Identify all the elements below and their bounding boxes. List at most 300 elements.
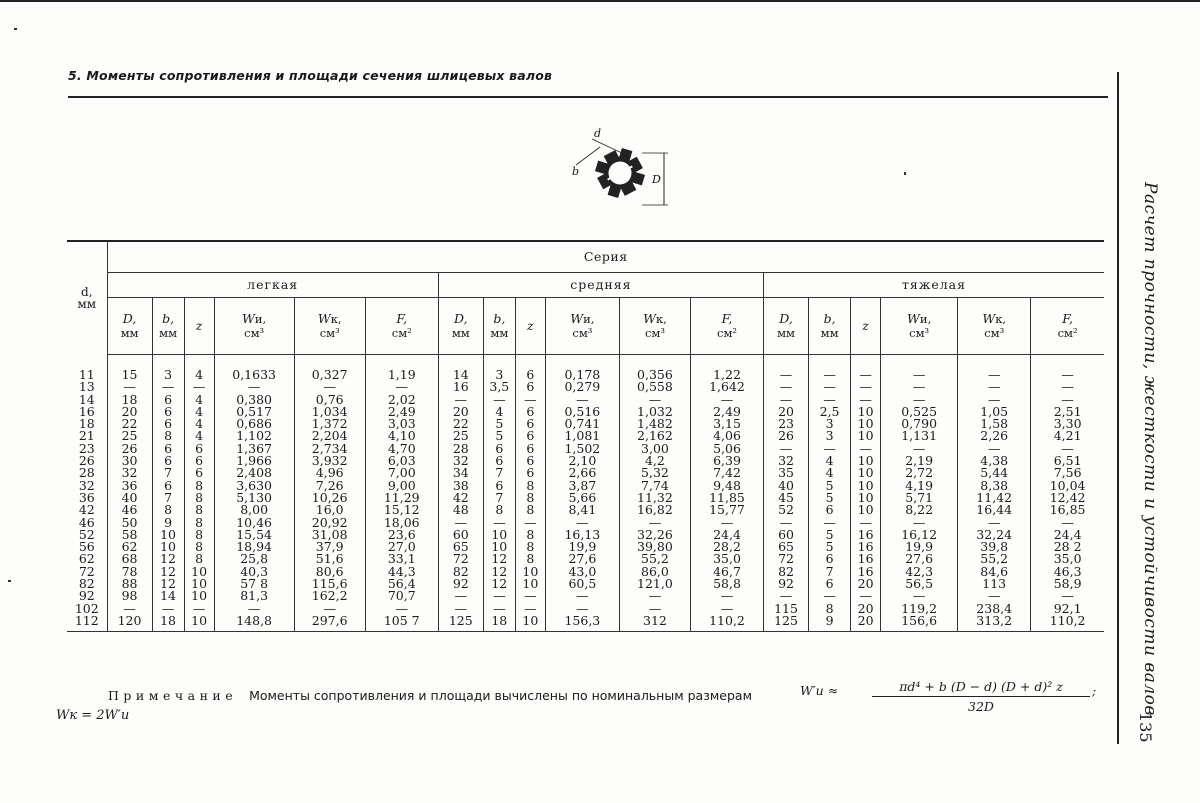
cell-light-b-width: 6 (152, 394, 184, 406)
cell-light-d-outer: 58 (107, 529, 152, 541)
cell-heavy-b-width: — (809, 443, 851, 455)
col-header-d-outer: D, мм (107, 298, 152, 355)
cell-heavy-w-torsion: 32,24 (958, 529, 1031, 541)
cell-medium-w-bending: 2,66 (545, 467, 619, 479)
group-light: легкая (107, 273, 438, 298)
cell-heavy-b-width: 3 (809, 418, 851, 430)
cell-medium-z-count: 6 (515, 443, 545, 455)
cell-heavy-z-count: 16 (851, 553, 881, 565)
cell-medium-z-count: 8 (515, 480, 545, 492)
formula-lhs: W′и ≈ (800, 683, 839, 698)
table-row (67, 615, 1104, 627)
cell-light-b-width: 10 (152, 541, 184, 553)
cell-light-b-width: 9 (152, 517, 184, 529)
cell-medium-w-torsion: 121,0 (619, 578, 690, 590)
cell-medium-f-area: 6,39 (690, 455, 763, 467)
cell-medium-f-area: — (690, 394, 763, 406)
formula-tail: ; (1092, 683, 1097, 698)
running-head: Расчет прочности, жесткости и устойчивости валов (1140, 182, 1160, 716)
cell-medium-b-width: 3 (483, 369, 515, 381)
cell-heavy-z-count: 10 (851, 455, 881, 467)
cell-heavy-f-area: 12,42 (1031, 492, 1104, 504)
cell-heavy-f-area: 35,0 (1031, 553, 1104, 565)
cell-medium-z-count: 6 (515, 430, 545, 442)
cell-heavy-d-outer: — (764, 517, 809, 529)
col-header-w-torsion: Wк, см³ (619, 298, 690, 355)
page-number: 135 (1136, 712, 1155, 743)
cell-light-z-count: 8 (184, 553, 214, 565)
cell-light-b-width: 6 (152, 443, 184, 455)
d-value-cell: 52 (78, 526, 95, 542)
cell-light-z-count: 10 (184, 590, 214, 602)
cell-medium-z-count: 6 (515, 369, 545, 381)
cell-light-w-bending: 57 8 (214, 578, 294, 590)
cell-heavy-w-bending: — (881, 590, 958, 602)
cell-light-z-count: 8 (184, 517, 214, 529)
d-value-cell: 82 (78, 576, 95, 592)
cell-heavy-z-count: 20 (851, 603, 881, 615)
cell-medium-w-bending: 19,9 (545, 541, 619, 553)
cell-medium-f-area: — (690, 590, 763, 602)
cell-heavy-f-area: — (1031, 517, 1104, 529)
cell-light-b-width: 12 (152, 566, 184, 578)
cell-heavy-w-bending: 16,12 (881, 529, 958, 541)
cell-medium-f-area: 11,85 (690, 492, 763, 504)
cell-medium-d-outer: — (438, 590, 483, 602)
cell-medium-d-outer: — (438, 517, 483, 529)
cell-light-b-width: 7 (152, 492, 184, 504)
col-header-w-bending: Wи, см³ (214, 298, 294, 355)
cell-light-d-outer: 120 (107, 615, 152, 627)
cell-medium-b-width: — (483, 517, 515, 529)
series-header: Серия (107, 241, 1104, 273)
cell-heavy-f-area: — (1031, 394, 1104, 406)
cell-heavy-w-torsion: 84,6 (958, 566, 1031, 578)
cell-heavy-w-bending: 27,6 (881, 553, 958, 565)
cell-heavy-w-torsion: — (958, 590, 1031, 602)
d-value-cell: 21 (78, 428, 95, 444)
cell-heavy-b-width: 8 (809, 603, 851, 615)
cell-light-w-bending: — (214, 381, 294, 393)
cell-heavy-d-outer: — (764, 590, 809, 602)
cell-light-w-torsion: 297,6 (294, 615, 365, 627)
diagram-label-D: D (652, 173, 661, 186)
cell-medium-w-bending: 1,081 (545, 430, 619, 442)
cell-heavy-f-area: 7,56 (1031, 467, 1104, 479)
cell-medium-w-bending: 43,0 (545, 566, 619, 578)
cell-heavy-w-torsion: 113 (958, 578, 1031, 590)
cell-light-w-bending: 5,130 (214, 492, 294, 504)
d-value-cell: 46 (78, 514, 95, 530)
cell-light-w-torsion: 2,204 (294, 430, 365, 442)
cell-medium-z-count: 6 (515, 381, 545, 393)
cell-light-d-outer: 46 (107, 504, 152, 516)
cell-light-z-count: 10 (184, 578, 214, 590)
cell-light-z-count: 4 (184, 406, 214, 418)
cell-medium-w-bending: — (545, 590, 619, 602)
cell-heavy-w-bending: 119,2 (881, 603, 958, 615)
cell-light-d-outer: 20 (107, 406, 152, 418)
col-header-b-width: b, мм (483, 298, 515, 355)
cell-medium-d-outer: 65 (438, 541, 483, 553)
cell-heavy-b-width: 7 (809, 566, 851, 578)
cell-light-z-count: 6 (184, 455, 214, 467)
col-header-f-area: F, см² (690, 298, 763, 355)
cell-heavy-z-count: — (851, 381, 881, 393)
cell-medium-b-width: 12 (483, 566, 515, 578)
cell-light-z-count: 8 (184, 541, 214, 553)
scan-speck (14, 28, 17, 30)
cell-light-d-outer: 88 (107, 578, 152, 590)
cell-light-b-width: 3 (152, 369, 184, 381)
cell-medium-b-width: 12 (483, 578, 515, 590)
cell-heavy-b-width: — (809, 517, 851, 529)
cell-medium-w-torsion: 0,356 (619, 369, 690, 381)
cell-light-w-torsion: 4,96 (294, 467, 365, 479)
cell-heavy-d-outer: 115 (764, 603, 809, 615)
cell-light-z-count: 10 (184, 566, 214, 578)
cell-medium-w-torsion: 86,0 (619, 566, 690, 578)
d-value-cell: 56 (78, 539, 95, 555)
cell-light-f-area: 3,03 (365, 418, 438, 430)
cell-heavy-f-area: 3,30 (1031, 418, 1104, 430)
cell-medium-f-area: 15,77 (690, 504, 763, 516)
cell-heavy-f-area: 58,9 (1031, 578, 1104, 590)
cell-medium-z-count: 8 (515, 529, 545, 541)
diagram-label-d: d (594, 127, 602, 140)
cell-light-w-torsion: 162,2 (294, 590, 365, 602)
cell-light-b-width: — (152, 381, 184, 393)
cell-heavy-z-count: 10 (851, 467, 881, 479)
cell-medium-w-torsion: 55,2 (619, 553, 690, 565)
cell-medium-w-bending: 0,178 (545, 369, 619, 381)
cell-medium-f-area: 7,42 (690, 467, 763, 479)
spline-cross-section (574, 127, 666, 215)
cell-heavy-w-torsion: 4,38 (958, 455, 1031, 467)
cell-light-d-outer: 36 (107, 480, 152, 492)
cell-light-f-area: 2,02 (365, 394, 438, 406)
cell-light-f-area: 7,00 (365, 467, 438, 479)
cell-light-f-area: 4,70 (365, 443, 438, 455)
cell-medium-f-area: 1,22 (690, 369, 763, 381)
cell-heavy-f-area: — (1031, 443, 1104, 455)
cell-light-w-bending: 0,380 (214, 394, 294, 406)
cell-light-w-torsion: 10,26 (294, 492, 365, 504)
cell-heavy-d-outer: — (764, 369, 809, 381)
cell-light-b-width: 12 (152, 578, 184, 590)
cell-light-d-outer: 15 (107, 369, 152, 381)
col-header-z-count: z (851, 298, 881, 355)
cell-medium-w-torsion: 1,482 (619, 418, 690, 430)
col-header-z-count: z (515, 298, 545, 355)
cell-medium-w-torsion: 4,2 (619, 455, 690, 467)
d-value-cell: 32 (78, 477, 95, 493)
diagram-label-b: b (572, 165, 580, 178)
cell-heavy-d-outer: 20 (764, 406, 809, 418)
cell-light-d-outer: 40 (107, 492, 152, 504)
group-medium: средняя (438, 273, 763, 298)
cell-medium-b-width: — (483, 590, 515, 602)
cell-light-z-count: 8 (184, 529, 214, 541)
cell-medium-b-width: 3,5 (483, 381, 515, 393)
cell-medium-f-area: 1,642 (690, 381, 763, 393)
cell-heavy-b-width: 3 (809, 430, 851, 442)
cell-light-d-outer: 32 (107, 467, 152, 479)
d-column-header: d, мм (67, 241, 107, 355)
cell-light-z-count: 4 (184, 430, 214, 442)
cell-light-f-area: 23,6 (365, 529, 438, 541)
cell-light-w-bending: 10,46 (214, 517, 294, 529)
cell-heavy-w-torsion: 5,44 (958, 467, 1031, 479)
cell-medium-b-width: — (483, 394, 515, 406)
cell-heavy-w-torsion: 8,38 (958, 480, 1031, 492)
cell-heavy-d-outer: 60 (764, 529, 809, 541)
cell-heavy-b-width: 6 (809, 578, 851, 590)
cell-heavy-f-area: — (1031, 369, 1104, 381)
cell-medium-d-outer: 20 (438, 406, 483, 418)
formula-fraction (872, 679, 1090, 714)
cell-light-w-bending: 0,686 (214, 418, 294, 430)
cell-heavy-z-count: 16 (851, 566, 881, 578)
cell-medium-w-torsion: 32,26 (619, 529, 690, 541)
cell-heavy-f-area: 2,51 (1031, 406, 1104, 418)
cell-light-w-bending: 1,102 (214, 430, 294, 442)
cell-heavy-f-area: 4,21 (1031, 430, 1104, 442)
cell-medium-z-count: 10 (515, 566, 545, 578)
cell-medium-f-area: 28,2 (690, 541, 763, 553)
cell-medium-f-area: 9,48 (690, 480, 763, 492)
cell-medium-w-torsion: — (619, 394, 690, 406)
cell-medium-d-outer: 92 (438, 578, 483, 590)
cell-heavy-z-count: 10 (851, 480, 881, 492)
cell-medium-f-area: 2,49 (690, 406, 763, 418)
cell-medium-w-bending: 156,3 (545, 615, 619, 627)
cell-medium-d-outer: 25 (438, 430, 483, 442)
cell-light-w-bending: 40,3 (214, 566, 294, 578)
cell-heavy-w-bending: — (881, 381, 958, 393)
cell-light-b-width: 18 (152, 615, 184, 627)
cell-medium-f-area: 3,15 (690, 418, 763, 430)
cell-heavy-w-bending: 56,5 (881, 578, 958, 590)
cell-medium-w-bending: — (545, 603, 619, 615)
cell-light-z-count: 10 (184, 615, 214, 627)
cell-heavy-w-bending: 1,131 (881, 430, 958, 442)
cell-heavy-f-area: 28 2 (1031, 541, 1104, 553)
cell-medium-b-width: 18 (483, 615, 515, 627)
cell-heavy-z-count: — (851, 443, 881, 455)
cell-light-w-torsion: 115,6 (294, 578, 365, 590)
cell-medium-w-bending: 5,66 (545, 492, 619, 504)
d-value-cell: 62 (78, 551, 95, 567)
cell-light-z-count: 4 (184, 394, 214, 406)
cell-heavy-z-count: 20 (851, 578, 881, 590)
cell-medium-w-bending: 60,5 (545, 578, 619, 590)
cell-heavy-z-count: — (851, 517, 881, 529)
cell-heavy-b-width: 2,5 (809, 406, 851, 418)
cell-heavy-w-torsion: — (958, 517, 1031, 529)
cell-heavy-f-area: 46,3 (1031, 566, 1104, 578)
group-heavy: тяжелая (764, 273, 1104, 298)
cell-light-f-area: 15,12 (365, 504, 438, 516)
cell-heavy-w-bending: 2,19 (881, 455, 958, 467)
cell-heavy-w-torsion: — (958, 369, 1031, 381)
cell-heavy-z-count: — (851, 369, 881, 381)
cell-heavy-d-outer: — (764, 443, 809, 455)
cell-medium-d-outer: 82 (438, 566, 483, 578)
d-value-cell: 26 (78, 453, 95, 469)
cell-medium-z-count: — (515, 394, 545, 406)
cell-medium-d-outer: 32 (438, 455, 483, 467)
d-value-cell: 13 (78, 379, 95, 395)
cell-light-w-torsion: 16,0 (294, 504, 365, 516)
cell-medium-z-count: 8 (515, 492, 545, 504)
cell-heavy-f-area: 6,51 (1031, 455, 1104, 467)
cell-light-z-count: 6 (184, 443, 214, 455)
cell-medium-w-torsion: 5,32 (619, 467, 690, 479)
cell-light-b-width: 6 (152, 480, 184, 492)
cell-medium-f-area: 5,06 (690, 443, 763, 455)
cell-light-d-outer: 62 (107, 541, 152, 553)
cell-light-b-width: 7 (152, 467, 184, 479)
cell-light-w-torsion: 80,6 (294, 566, 365, 578)
cell-light-f-area: 4,10 (365, 430, 438, 442)
d-value-cell: 16 (78, 403, 95, 419)
cell-heavy-w-bending: 0,525 (881, 406, 958, 418)
d-value-cell: 18 (78, 416, 95, 432)
col-header-b-width: b, мм (809, 298, 851, 355)
cell-medium-z-count: 6 (515, 467, 545, 479)
cell-medium-f-area: 110,2 (690, 615, 763, 627)
cell-heavy-w-bending: 19,9 (881, 541, 958, 553)
cell-light-w-bending: 1,966 (214, 455, 294, 467)
cell-light-z-count: 8 (184, 480, 214, 492)
cell-heavy-w-bending: 4,19 (881, 480, 958, 492)
cell-medium-b-width: 6 (483, 443, 515, 455)
d-value-cell: 36 (78, 489, 95, 505)
cell-medium-w-bending: — (545, 517, 619, 529)
cell-medium-w-torsion: 1,032 (619, 406, 690, 418)
cell-medium-w-bending: 27,6 (545, 553, 619, 565)
cell-heavy-w-torsion: 238,4 (958, 603, 1031, 615)
cell-heavy-d-outer: 92 (764, 578, 809, 590)
cell-light-w-bending: 81,3 (214, 590, 294, 602)
col-header-w-bending: Wи, см³ (545, 298, 619, 355)
cell-medium-w-torsion: 312 (619, 615, 690, 627)
cell-medium-w-torsion: 3,00 (619, 443, 690, 455)
cell-heavy-d-outer: 45 (764, 492, 809, 504)
cell-medium-f-area: 35,0 (690, 553, 763, 565)
cell-light-w-bending: 15,54 (214, 529, 294, 541)
cell-medium-w-torsion: 16,82 (619, 504, 690, 516)
col-header-d-outer: D, мм (764, 298, 809, 355)
section-heading: 5. Моменты сопротивления и площади сечения шлицевых валов (68, 68, 553, 83)
cell-heavy-d-outer: 23 (764, 418, 809, 430)
cell-light-z-count: — (184, 603, 214, 615)
cell-heavy-w-bending: 42,3 (881, 566, 958, 578)
cell-heavy-w-torsion: 2,26 (958, 430, 1031, 442)
col-header-f-area: F, см² (1031, 298, 1104, 355)
cell-light-w-bending: 0,1633 (214, 369, 294, 381)
scan-speck (904, 172, 906, 175)
cell-medium-w-bending: — (545, 394, 619, 406)
cell-heavy-f-area: 92,1 (1031, 603, 1104, 615)
cell-medium-b-width: 5 (483, 418, 515, 430)
cell-medium-w-torsion: 7,74 (619, 480, 690, 492)
cell-medium-d-outer: 60 (438, 529, 483, 541)
cell-heavy-b-width: — (809, 394, 851, 406)
cell-medium-b-width: 8 (483, 504, 515, 516)
spline-shaft-diagram (560, 125, 690, 215)
cell-medium-f-area: 24,4 (690, 529, 763, 541)
cell-light-f-area: 11,29 (365, 492, 438, 504)
cell-medium-d-outer: 28 (438, 443, 483, 455)
cell-medium-d-outer: 34 (438, 467, 483, 479)
cell-light-f-area: 105 7 (365, 615, 438, 627)
cell-heavy-w-torsion: 55,2 (958, 553, 1031, 565)
cell-light-w-bending: — (214, 603, 294, 615)
cell-heavy-w-bending: 0,790 (881, 418, 958, 430)
cell-light-w-torsion: 1,034 (294, 406, 365, 418)
cell-medium-w-torsion: 11,32 (619, 492, 690, 504)
right-margin-rule (1117, 72, 1119, 744)
cell-light-f-area: 9,00 (365, 480, 438, 492)
cell-light-w-torsion: 20,92 (294, 517, 365, 529)
cell-heavy-z-count: 16 (851, 541, 881, 553)
cell-heavy-d-outer: 52 (764, 504, 809, 516)
cell-light-f-area: — (365, 603, 438, 615)
cell-heavy-f-area: 110,2 (1031, 615, 1104, 627)
cell-heavy-w-torsion: 1,05 (958, 406, 1031, 418)
cell-medium-b-width: — (483, 603, 515, 615)
cell-medium-w-torsion: 2,162 (619, 430, 690, 442)
cell-medium-f-area: — (690, 517, 763, 529)
cell-light-w-bending: 0,517 (214, 406, 294, 418)
cell-medium-w-bending: 0,279 (545, 381, 619, 393)
cell-heavy-w-bending: — (881, 394, 958, 406)
cell-medium-d-outer: 42 (438, 492, 483, 504)
cell-medium-b-width: 6 (483, 480, 515, 492)
cell-light-d-outer: — (107, 603, 152, 615)
cell-medium-w-torsion: — (619, 517, 690, 529)
d-value-cell: 28 (78, 465, 95, 481)
cell-medium-z-count: — (515, 590, 545, 602)
cell-light-w-bending: 148,8 (214, 615, 294, 627)
cell-light-b-width: 14 (152, 590, 184, 602)
formula-numerator: πd⁴ + b (D − d) (D + d)² z (872, 679, 1090, 697)
cell-heavy-z-count: — (851, 590, 881, 602)
cell-heavy-f-area: — (1031, 590, 1104, 602)
cell-light-b-width: 6 (152, 406, 184, 418)
cell-medium-b-width: 5 (483, 430, 515, 442)
cell-heavy-f-area: 10,04 (1031, 480, 1104, 492)
d-value-cell: 112 (74, 612, 99, 628)
d-value-cell: 92 (78, 588, 95, 604)
cell-medium-f-area: 58,8 (690, 578, 763, 590)
cell-medium-w-bending: 1,502 (545, 443, 619, 455)
cell-heavy-b-width: 9 (809, 615, 851, 627)
cell-medium-b-width: 4 (483, 406, 515, 418)
cell-medium-z-count: 10 (515, 578, 545, 590)
cell-light-d-outer: 78 (107, 566, 152, 578)
cell-heavy-b-width: 6 (809, 553, 851, 565)
cell-light-f-area: 44,3 (365, 566, 438, 578)
cell-heavy-z-count: 20 (851, 615, 881, 627)
note-text: Моменты сопротивления и площади вычислены по номинальным размерам (249, 688, 753, 703)
cell-heavy-w-bending: 156,6 (881, 615, 958, 627)
cell-heavy-b-width: 5 (809, 480, 851, 492)
cell-heavy-d-outer: — (764, 394, 809, 406)
cell-medium-z-count: 10 (515, 615, 545, 627)
